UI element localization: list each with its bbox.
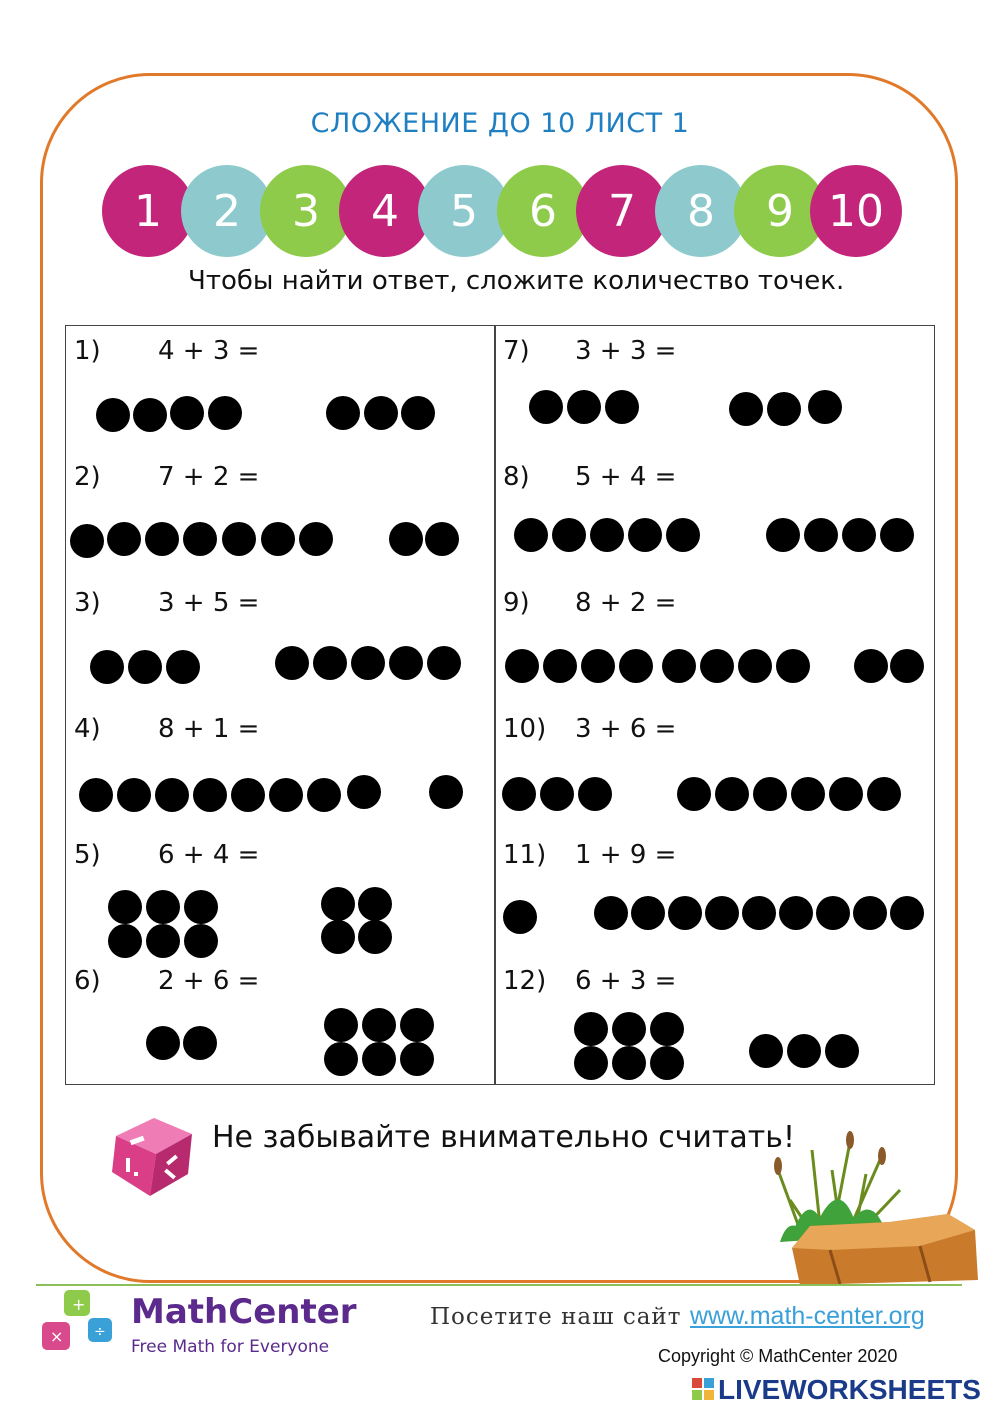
mathcenter-logo: MathCenter	[131, 1292, 357, 1332]
number-circle-3: 3	[260, 165, 352, 257]
count-dot	[867, 777, 901, 811]
count-dot	[753, 777, 787, 811]
count-dot	[574, 1046, 608, 1080]
count-dot	[705, 896, 739, 930]
count-dot	[808, 390, 842, 424]
count-dot	[321, 920, 355, 954]
column-divider	[494, 326, 496, 1084]
count-dot	[184, 924, 218, 958]
count-dot	[503, 900, 537, 934]
problem-number: 3)	[74, 588, 101, 618]
count-dot	[108, 890, 142, 924]
count-dot	[208, 396, 242, 430]
count-dot	[552, 518, 586, 552]
count-dot	[183, 1026, 217, 1060]
problem-number: 12)	[503, 966, 547, 996]
problem-number: 11)	[503, 840, 547, 870]
problem-number: 9)	[503, 588, 530, 618]
number-bar	[102, 165, 902, 257]
count-dot	[842, 518, 876, 552]
problem-equation: 3 + 3 =	[575, 336, 677, 366]
number-circle-6: 6	[497, 165, 589, 257]
count-dot	[677, 777, 711, 811]
count-dot	[666, 518, 700, 552]
number-circle-7: 7	[576, 165, 668, 257]
count-dot	[146, 924, 180, 958]
count-dot	[146, 890, 180, 924]
count-dot	[275, 646, 309, 680]
count-dot	[854, 649, 888, 683]
dice-icon	[106, 1112, 198, 1198]
count-dot	[358, 920, 392, 954]
liveworksheets-badge[interactable]: LIVEWORKSHEETS	[718, 1374, 981, 1405]
count-dot	[321, 887, 355, 921]
count-dot	[166, 650, 200, 684]
count-dot	[183, 522, 217, 556]
count-dot	[307, 778, 341, 812]
count-dot	[269, 778, 303, 812]
count-dot	[738, 649, 772, 683]
count-dot	[193, 778, 227, 812]
count-dot	[631, 896, 665, 930]
count-dot	[313, 646, 347, 680]
count-dot	[222, 522, 256, 556]
count-dot	[364, 396, 398, 430]
number-circle-10: 10	[810, 165, 902, 257]
count-dot	[70, 524, 104, 558]
instruction-text: Чтобы найти ответ, сложите количество точек.	[188, 266, 845, 296]
website-link[interactable]: www.math-center.org	[690, 1302, 925, 1330]
mathcenter-tagline: Free Math for Everyone	[131, 1337, 330, 1357]
count-dot	[612, 1012, 646, 1046]
count-dot	[729, 392, 763, 426]
problem-equation: 3 + 5 =	[158, 588, 260, 618]
count-dot	[650, 1046, 684, 1080]
count-dot	[581, 649, 615, 683]
count-dot	[505, 649, 539, 683]
problems-grid	[65, 325, 935, 1085]
count-dot	[231, 778, 265, 812]
problem-equation: 5 + 4 =	[575, 462, 677, 492]
number-circle-8: 8	[655, 165, 747, 257]
count-dot	[502, 777, 536, 811]
count-dot	[362, 1042, 396, 1076]
count-dot	[700, 649, 734, 683]
count-dot	[574, 1012, 608, 1046]
count-dot	[749, 1034, 783, 1068]
problem-equation: 4 + 3 =	[158, 336, 260, 366]
count-dot	[362, 1008, 396, 1042]
problem-equation: 2 + 6 =	[158, 966, 260, 996]
count-dot	[96, 398, 130, 432]
count-dot	[401, 396, 435, 430]
problem-equation: 8 + 1 =	[158, 714, 260, 744]
count-dot	[351, 646, 385, 680]
problem-number: 7)	[503, 336, 530, 366]
problem-equation: 6 + 3 =	[575, 966, 677, 996]
count-dot	[594, 896, 628, 930]
count-dot	[540, 777, 574, 811]
count-dot	[853, 896, 887, 930]
count-dot	[662, 649, 696, 683]
count-dot	[890, 896, 924, 930]
count-dot	[324, 1042, 358, 1076]
number-circle-2: 2	[181, 165, 273, 257]
count-dot	[389, 646, 423, 680]
count-dot	[425, 522, 459, 556]
count-dot	[400, 1042, 434, 1076]
count-dot	[299, 522, 333, 556]
problem-number: 8)	[503, 462, 530, 492]
count-dot	[779, 896, 813, 930]
rock-grass-illustration	[770, 1130, 980, 1290]
count-dot	[791, 777, 825, 811]
count-dot	[767, 392, 801, 426]
count-dot	[79, 778, 113, 812]
count-dot	[829, 777, 863, 811]
count-dot	[358, 887, 392, 921]
number-circle-4: 4	[339, 165, 431, 257]
count-dot	[890, 649, 924, 683]
count-dot	[133, 398, 167, 432]
visit-text: Посетите наш сайт	[430, 1304, 682, 1330]
footer-divider	[36, 1284, 962, 1286]
worksheet-title: СЛОЖЕНИЕ ДО 10 ЛИСТ 1	[310, 108, 690, 139]
problem-number: 6)	[74, 966, 101, 996]
count-dot	[108, 924, 142, 958]
count-dot	[776, 649, 810, 683]
count-dot	[146, 1026, 180, 1060]
problem-equation: 3 + 6 =	[575, 714, 677, 744]
count-dot	[543, 649, 577, 683]
count-dot	[804, 518, 838, 552]
count-dot	[766, 518, 800, 552]
liveworksheets-icon	[692, 1378, 716, 1402]
count-dot	[261, 522, 295, 556]
problem-equation: 1 + 9 =	[575, 840, 677, 870]
number-circle-5: 5	[418, 165, 510, 257]
count-dot	[155, 778, 189, 812]
count-dot	[170, 396, 204, 430]
problem-number: 5)	[74, 840, 101, 870]
count-dot	[619, 649, 653, 683]
number-circle-1: 1	[102, 165, 194, 257]
count-dot	[184, 890, 218, 924]
count-dot	[578, 777, 612, 811]
count-dot	[400, 1008, 434, 1042]
count-dot	[715, 777, 749, 811]
count-dot	[429, 775, 463, 809]
count-dot	[880, 518, 914, 552]
count-dot	[612, 1046, 646, 1080]
count-dot	[324, 1008, 358, 1042]
count-dot	[787, 1034, 821, 1068]
count-dot	[529, 390, 563, 424]
count-dot	[742, 896, 776, 930]
count-dot	[668, 896, 702, 930]
problem-number: 1)	[74, 336, 101, 366]
problem-number: 2)	[74, 462, 101, 492]
count-dot	[117, 778, 151, 812]
mathcenter-logo-icon	[40, 1288, 120, 1364]
count-dot	[605, 390, 639, 424]
problem-equation: 6 + 4 =	[158, 840, 260, 870]
count-dot	[90, 650, 124, 684]
svg-text:+: +	[72, 1295, 86, 1314]
count-dot	[347, 775, 381, 809]
problem-equation: 7 + 2 =	[158, 462, 260, 492]
reminder-text: Не забывайте внимательно считать!	[212, 1120, 795, 1155]
count-dot	[825, 1034, 859, 1068]
count-dot	[389, 522, 423, 556]
problem-number: 4)	[74, 714, 101, 744]
count-dot	[590, 518, 624, 552]
count-dot	[816, 896, 850, 930]
count-dot	[514, 518, 548, 552]
count-dot	[427, 646, 461, 680]
problem-equation: 8 + 2 =	[575, 588, 677, 618]
svg-text:×: ×	[50, 1327, 64, 1346]
count-dot	[567, 390, 601, 424]
count-dot	[326, 396, 360, 430]
count-dot	[628, 518, 662, 552]
count-dot	[107, 522, 141, 556]
problem-number: 10)	[503, 714, 547, 744]
number-circle-9: 9	[734, 165, 826, 257]
count-dot	[650, 1012, 684, 1046]
count-dot	[145, 522, 179, 556]
copyright-text: Copyright © MathCenter 2020	[658, 1346, 898, 1366]
svg-text:÷: ÷	[94, 1324, 106, 1340]
count-dot	[128, 650, 162, 684]
